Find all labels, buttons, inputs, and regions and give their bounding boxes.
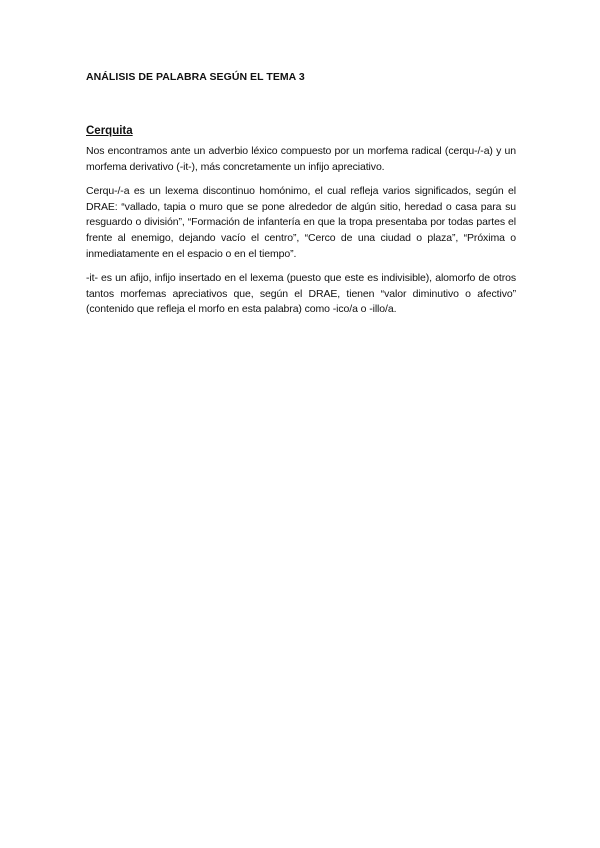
paragraph-intro: Nos encontramos ante un adverbio léxico compuesto por un morfema radical (cerqu-/-a) y un morfema derivativo (-it-), más concretamente un infijo apreciativo. (86, 145, 516, 173)
paragraph-infijo: -it- es un afijo, infijo insertado en el lexema (puesto que este es indivisible), alomorfo de otros tantos morfemas apreciativos que, según el DRAE, tienen “valor diminutivo o afectivo” (contenido que refleja el morfo en esta palabra) como -ico/a o -illo/a. (86, 272, 516, 316)
document-content (86, 70, 516, 318)
section-heading-cerquita: Cerquita (86, 125, 133, 137)
paragraph-lexema: Cerqu-/-a es un lexema discontinuo homónimo, el cual refleja varios significados, según el DRAE: “vallado, tapia o muro que se pone alrededor de algún sitio, heredad o casa para su resguardo o división”, “Formación de infantería en que la tropa presentaba por todas partes el frente al enemigo, dejando vacío el centro”, “Cerco de una ciudad o plaza”, “Próxima o inmediatamente en el espacio o en el tiempo”. (86, 185, 516, 260)
document-title: ANÁLISIS DE PALABRA SEGÚN EL TEMA 3 (86, 71, 305, 83)
